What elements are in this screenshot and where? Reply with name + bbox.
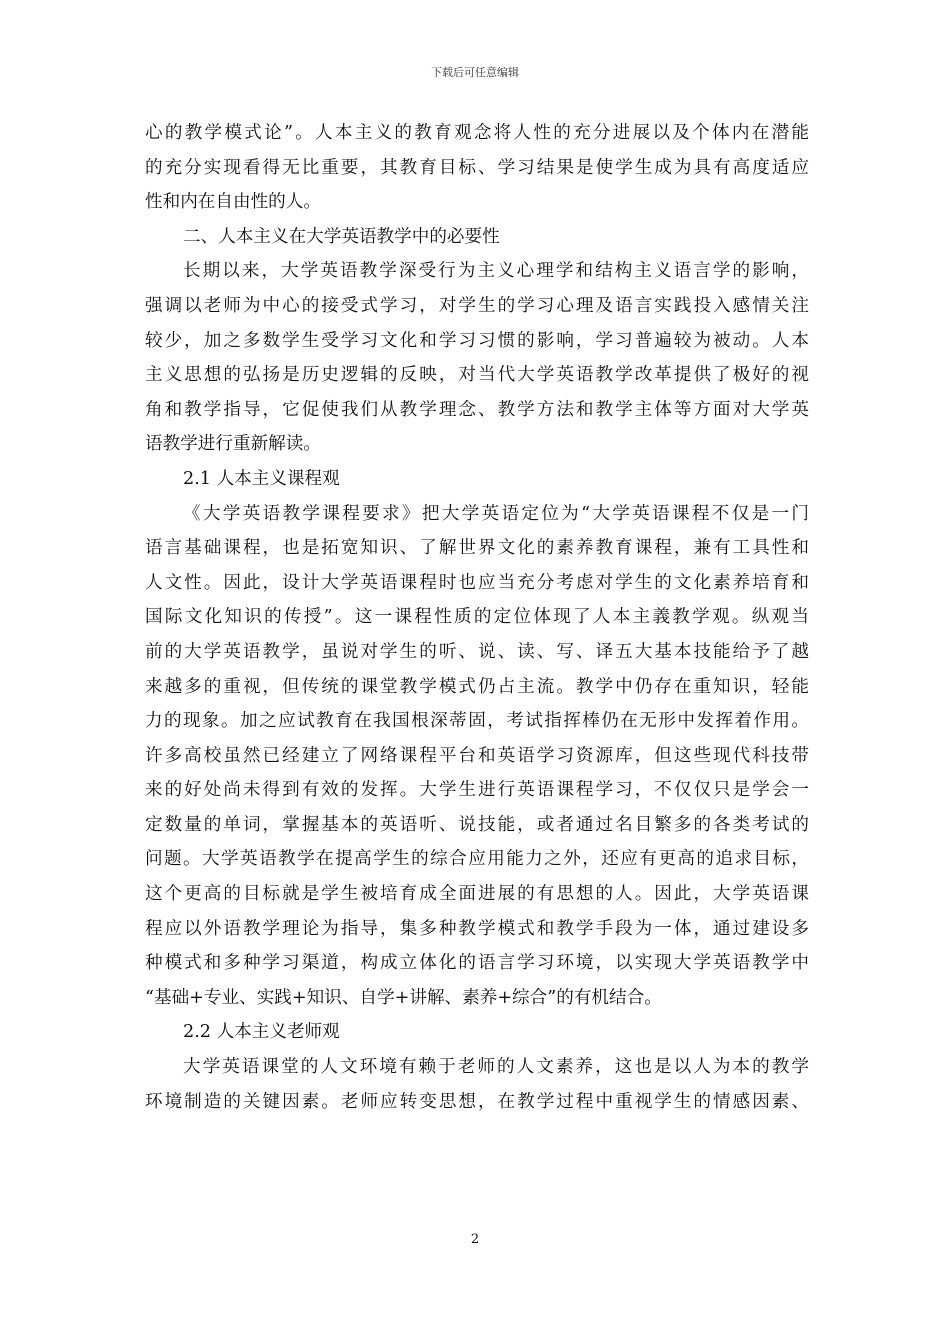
- body-line: 语教学进行重新解读。: [145, 434, 321, 455]
- body-line: 较少，加之多数学生受学习文化和学习习惯的影响，学习普遍较为被动。人本: [145, 330, 809, 351]
- page-header: 下载后可任意编辑: [431, 66, 519, 79]
- page-number: 2: [470, 1232, 480, 1247]
- body-line: 环境制造的关键因素。老师应转变思想，在教学过程中重视学生的情感因素、: [145, 1091, 809, 1112]
- body-line: 大学英语课堂的人文环境有赖于老师的人文素养，这也是以人为本的教学: [183, 1057, 809, 1078]
- subsection-heading: 2.2 人本主义老师观: [183, 1022, 340, 1043]
- document-body: [145, 116, 809, 1119]
- body-line: 力的现象。加之应试教育在我国根深蒂固，考试指挥棒仍在无形中发挥着作用。: [145, 711, 809, 732]
- body-line: 长期以来，大学英语教学深受行为主义心理学和结构主义语言学的影响，: [183, 261, 809, 282]
- body-line: “基础+专业、实践+知识、自学+讲解、素养+综合”的有机结合。: [145, 987, 662, 1008]
- body-line: 国际文化知识的传授”。这一课程性质的定位体现了人本主義教学观。纵观当: [145, 607, 809, 628]
- body-line: 角和教学指导，它促使我们从教学理念、教学方法和教学主体等方面对大学英: [145, 399, 809, 420]
- section-heading: 二、人本主义在大学英语教学中的必要性: [183, 226, 500, 247]
- body-line: 《大学英语教学课程要求》把大学英语定位为“大学英语课程不仅是一门: [183, 503, 809, 524]
- body-line: 心的教学模式论”。人本主义的教育观念将人性的充分进展以及个体内在潜能: [145, 123, 809, 143]
- subsection-heading: 2.1 人本主义课程观: [183, 468, 340, 489]
- body-line: 人文性。因此，设计大学英语课程时也应当充分考虑对学生的文化素养培育和: [145, 572, 809, 593]
- body-line: 定数量的单词，掌握基本的英语听、说技能，或者通过名目繁多的各类考试的: [145, 814, 809, 835]
- body-line: 主义思想的弘扬是历史逻辑的反映，对当代大学英语教学改革提供了极好的视: [145, 365, 809, 386]
- body-line: 性和内在自由性的人。: [145, 192, 321, 213]
- body-line: 问题。大学英语教学在提高学生的综合应用能力之外，还应有更高的追求目标，: [145, 849, 809, 870]
- body-line: 来越多的重视，但传统的课堂教学模式仍占主流。教学中仍存在重知识，轻能: [145, 676, 809, 697]
- body-line: 强调以老师为中心的接受式学习，对学生的学习心理及语言实践投入感情关注: [145, 295, 809, 316]
- body-line: 程应以外语教学理论为指导，集多种教学模式和教学手段为一体，通过建设多: [145, 918, 809, 939]
- body-line: 语言基础课程，也是拓宽知识、了解世界文化的素养教育课程，兼有工具性和: [145, 538, 809, 559]
- body-line: 种模式和多种学习渠道，构成立体化的语言学习环境，以实现大学英语教学中: [145, 953, 809, 974]
- body-line: 许多高校虽然已经建立了网络课程平台和英语学习资源库，但这些现代科技带: [145, 745, 809, 766]
- body-line: 这个更高的目标就是学生被培育成全面进展的有思想的人。因此，大学英语课: [145, 884, 809, 905]
- body-line: 来的好处尚未得到有效的发挥。大学生进行英语课程学习，不仅仅只是学会一: [145, 780, 809, 801]
- body-line: 前的大学英语教学，虽说对学生的听、说、读、写、译五大基本技能给予了越: [145, 641, 809, 662]
- body-line: 的充分实现看得无比重要，其教育目标、学习结果是使学生成为具有高度适应: [145, 157, 809, 178]
